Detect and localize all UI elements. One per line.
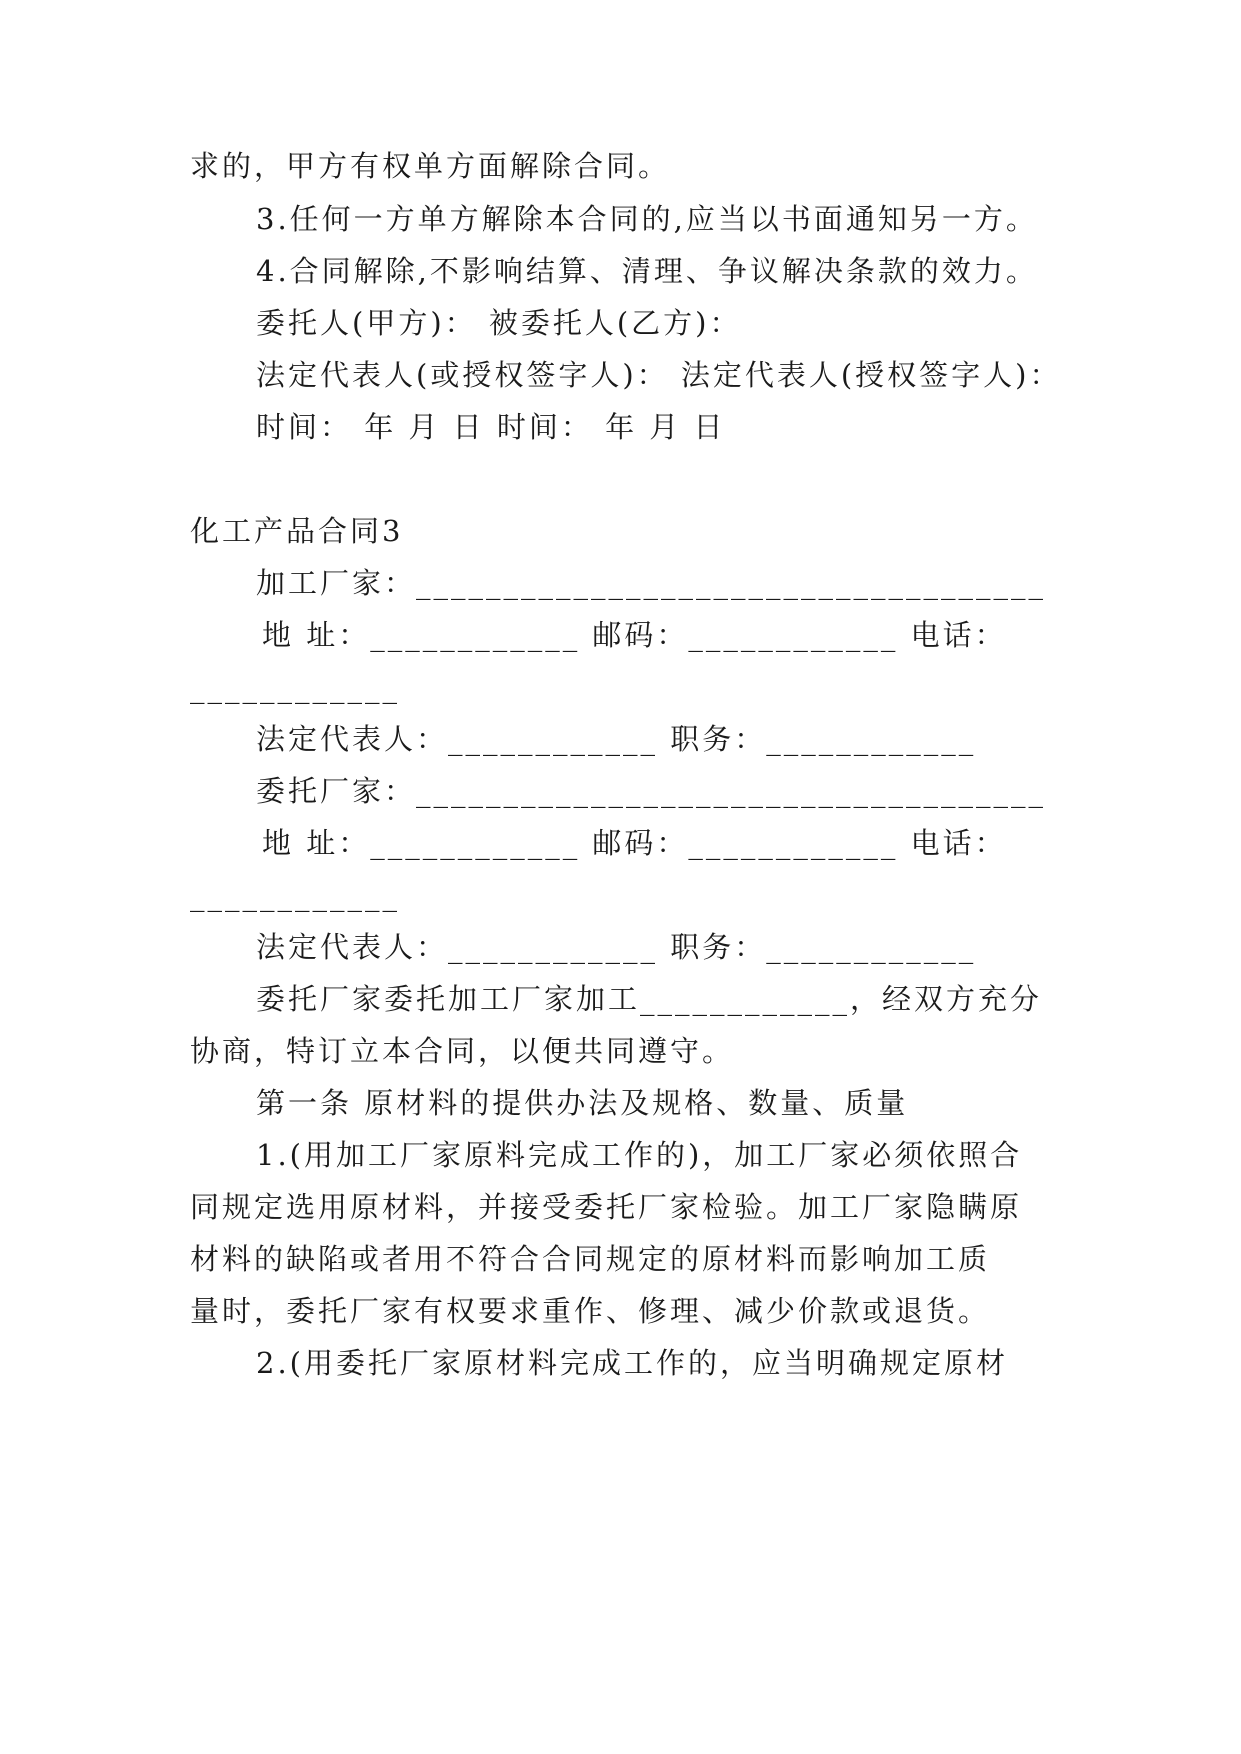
text-line: 材料的缺陷或者用不符合合同规定的原材料而影响加工质 [190, 1242, 991, 1276]
text-line: ____________ [190, 878, 400, 912]
text-line: 同规定选用原材料，并接受委托厂家检验。加工厂家隐瞒原 [190, 1190, 1023, 1224]
text-line: 委托厂家委托加工厂家加工____________，经双方充分 [256, 982, 1043, 1016]
text-line: 1.(用加工厂家原料完成工作的)，加工厂家必须依照合 [256, 1138, 1023, 1172]
text-line: 法定代表人：____________ 职务：____________ [256, 930, 977, 964]
text-line: 量时，委托厂家有权要求重作、修理、减少价款或退货。 [190, 1294, 991, 1328]
text-line: 3.任何一方单方解除本合同的,应当以书面通知另一方。 [256, 202, 1038, 236]
text-line: 地 址：____________ 邮码：____________ 电话： [262, 826, 1007, 860]
text-line: 法定代表人：____________ 职务：____________ [256, 722, 977, 756]
text-line: 2.(用委托厂家原材料完成工作的，应当明确规定原材 [256, 1346, 1008, 1380]
text-line: 4.合同解除,不影响结算、清理、争议解决条款的效力。 [256, 254, 1038, 288]
contract-title: 化工产品合同3 [190, 514, 404, 548]
section-heading: 第一条 原材料的提供办法及规格、数量、质量 [256, 1086, 909, 1120]
text-line: 地 址：____________ 邮码：____________ 电话： [262, 618, 1007, 652]
text-line: 委托厂家：____________________________________ [256, 774, 1047, 808]
text-line: 加工厂家：____________________________________ [256, 566, 1047, 600]
text-line: 委托人(甲方)： 被委托人(乙方)： [256, 306, 742, 340]
text-line: ____________ [190, 670, 400, 704]
text-line: 求的，甲方有权单方面解除合同。 [190, 149, 671, 183]
text-line: 法定代表人(或授权签字人)： 法定代表人(授权签字人)： [256, 358, 1062, 392]
text-line: 时间： 年 月 日 时间： 年 月 日 [256, 410, 726, 444]
text-line: 协商，特订立本合同，以便共同遵守。 [190, 1034, 735, 1068]
